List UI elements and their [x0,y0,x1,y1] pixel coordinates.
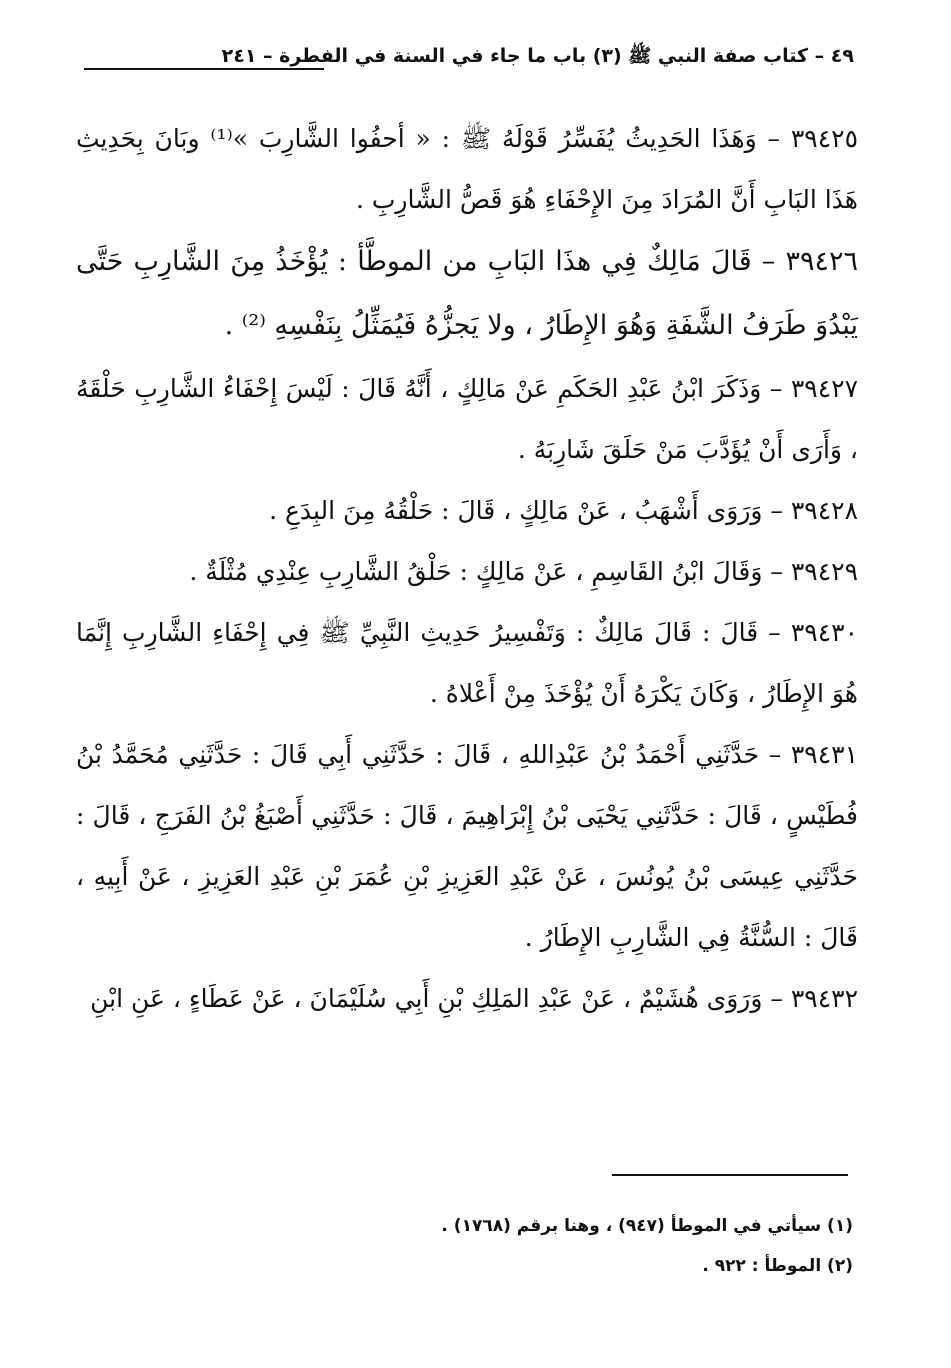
paragraph-39425: ٣٩٤٢٥ – وَهَذَا الحَدِيثُ يُفَسِّرُ قَوْلَهُ ﷺ : « أحفُوا الشَّارِبَ »⁽¹⁾ وبَانَ بِحَدِيثِ هَذَا البَابِ أَنَّ المُرَادَ مِنَ الإِحْفَاءِ هُوَ قَصُّ الشَّارِبِ . [76,124,858,214]
footnote-rule [612,1174,848,1176]
paragraph-39430: ٣٩٤٣٠ – قَالَ : قَالَ مَالِكٌ : وَتَفْسِيرُ حَدِيثِ النَّبِيِّ ﷺ فِي إِحْفَاءِ الشَّارِبِ إِنَّمَا هُوَ الإِطَارُ ، وَكَانَ يَكْرَهُ أَنْ يُؤْخَذَ مِنْ أَعْلاهُ . [76,618,858,708]
paragraph-39431: ٣٩٤٣١ – حَدَّثَنِي أَحْمَدُ بْنُ عَبْدِاللهِ ، قَالَ : حَدَّثَنِي أَبِي قَالَ : حَدَّثَنِي مُحَمَّدُ بْنُ فُطَيْسٍ ، قَالَ : حَدَّثَنِي يَحْيَى بْنُ إِبْرَاهِيمَ ، قَالَ : حَدَّثَنِي أَصْبَغُ بْنُ الفَرَجِ ، قَالَ : حَدَّثَنِي عِيسَى بْنُ يُونُسَ ، عَنْ عَبْدِ العَزِيزِ بْنِ عُمَرَ بْنِ عَبْدِ العَزِيزِ ، عَنْ أَبِيهِ ، قَالَ : السُّنَّةُ فِي الشَّارِبِ الإِطَارُ . [76,740,858,952]
paragraph-39432: ٣٩٤٣٢ – وَرَوَى هُشَيْمٌ ، عَنْ عَبْدِ المَلِكِ بْنِ أَبِي سُلَيْمَانَ ، عَنْ عَطَاءٍ ، عَنِ ابْنِ [90,984,858,1013]
paragraph-39429: ٣٩٤٢٩ – وَقَالَ ابْنُ القَاسِمِ ، عَنْ مَالِكٍ : حَلْقُ الشَّارِبِ عِنْدِي مُثْلَةٌ . [189,557,858,586]
main-text [76,108,858,1029]
running-header [84,38,854,72]
paragraph-39426: ٣٩٤٢٦ – قَالَ مَالِكٌ فِي هذَا البَابِ من الموطَّأ : يُؤْخَذُ مِنَ الشَّارِبِ حَتَّى يَبْدُوَ طَرَفُ الشَّفَةِ وَهُوَ الإِطَارُ ، ولا يَجزُّهُ فَيُمَثِّلُ بِنَفْسِهِ ⁽²⁾ . [76,246,858,341]
footnote-1: (١) سيأتي في الموطأ (٩٤٧) ، وهنا برقم (١٧٦٨) . [441,1216,853,1236]
paragraph-39428: ٣٩٤٢٨ – وَرَوَى أَشْهَبُ ، عَنْ مَالِكٍ ، قَالَ : حَلْقُهُ مِنَ البِدَعِ . [269,496,858,525]
paragraph-39427: ٣٩٤٢٧ – وَذَكَرَ ابْنُ عَبْدِ الحَكَمِ عَنْ مَالِكٍ ، أَنَّهُ قَالَ : لَيْسَ إِحْفَاءُ الشَّارِبِ حَلْقَهُ ، وَأَرَى أَنْ يُؤَدَّبَ مَنْ حَلَقَ شَارِبَهُ . [76,374,858,464]
footnotes [93,1206,853,1286]
running-title: ٤٩ – كتاب صفة النبي ﷺ (٣) باب ما جاء في السنة في الفطرة – ٢٤١ [221,45,854,67]
footnote-2: (٢) الموطأ : ٩٢٢ . [702,1256,853,1276]
header-rule [84,68,324,70]
